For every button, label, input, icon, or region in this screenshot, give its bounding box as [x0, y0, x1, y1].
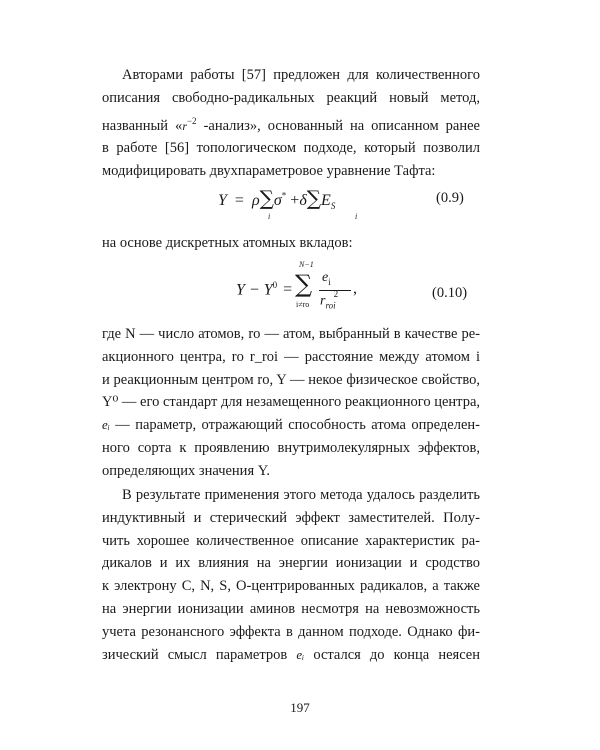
text-line: ного сорта к проявлению внутримолекулярных эффектов, — [102, 439, 480, 456]
text-line: описания свободно-радикальных реакций новый метод, — [102, 89, 480, 106]
sum-index: i — [268, 212, 271, 221]
text-line: учета резонансного эффекта в данном подходе. Однако фи- — [102, 623, 480, 640]
text-line: модифицировать двухпараметровое уравнение Тафта: — [102, 163, 436, 180]
sum-symbol: ∑ — [306, 186, 322, 210]
fraction-numerator: $e_i$ — [322, 270, 331, 287]
text-line: eᵢ — параметр, отражающий способность атома определен- — [102, 417, 480, 434]
e-symbol: eᵢ — [102, 417, 110, 433]
r-exponent: −2 — [186, 115, 197, 126]
sum-symbol: ∑ — [295, 270, 313, 298]
text-line: к электрону C, N, S, O-центрированных радикалов, а также — [102, 578, 480, 595]
text-line: на энергии ионизации аминов несмотря на невозможность — [102, 600, 480, 617]
sum-symbol: ∑ — [259, 186, 274, 210]
text-line: акционного центра, ro r_roi — расстояние между атомом i — [102, 348, 480, 365]
text-line: определяющих значения Y. — [102, 462, 270, 479]
text-line: Y⁰ — его стандарт для незамещенного реакционного центра, — [102, 394, 480, 411]
text-line: названный «$r^{-2}$ -анализ», основанный на описанном ранее — [102, 115, 480, 134]
equation-0-10: $Y - Y^0$ = — [236, 280, 293, 299]
text-line: В результате применения этого метода удалось разделить — [122, 487, 480, 503]
equation-number: (0.9) — [436, 190, 464, 206]
sum-upper-limit: N−1 — [299, 260, 314, 269]
e-symbol: eᵢ — [296, 646, 305, 662]
paragraph-definitions — [102, 323, 480, 483]
text-line: чить хорошее количественное описание характеристик ра- — [102, 532, 480, 549]
equation-number: (0.10) — [432, 285, 468, 301]
text-line: где N — число атомов, ro — атом, выбранный в качестве ре- — [102, 326, 480, 342]
text-line: в работе [56] топологическом подходе, который позволил — [102, 140, 480, 157]
paragraph-transition — [102, 232, 480, 255]
text-line: на основе дискретных атомных вкладов: — [102, 235, 353, 251]
text-line: и реакционным центром ro, Y — некое физическое свойство, — [102, 371, 480, 388]
page-number: 197 — [290, 700, 310, 715]
comma: , — [353, 280, 357, 297]
equation-0-9: $Y = \rho\sum\sigma^* +\delta\sum E_S$ — [218, 186, 336, 212]
sum-lower-limit: i≠ro — [296, 300, 310, 309]
sum-index: i — [355, 212, 358, 221]
r-symbol: r — [182, 118, 187, 133]
fraction-denominator: $r_{roi}^2$ — [320, 289, 339, 311]
text-line: зический смысл параметров eᵢ остался до конца неясен — [102, 646, 481, 663]
text-line: индуктивный и стерический эффект заместителей. Полу- — [102, 509, 480, 526]
paragraph-intro — [102, 64, 480, 183]
text-line: дикалов и их влияния на энергии ионизации и сродство — [102, 555, 480, 572]
text-line: Авторами работы [57] предложен для количественного — [122, 67, 480, 83]
paragraph-results — [102, 484, 480, 666]
